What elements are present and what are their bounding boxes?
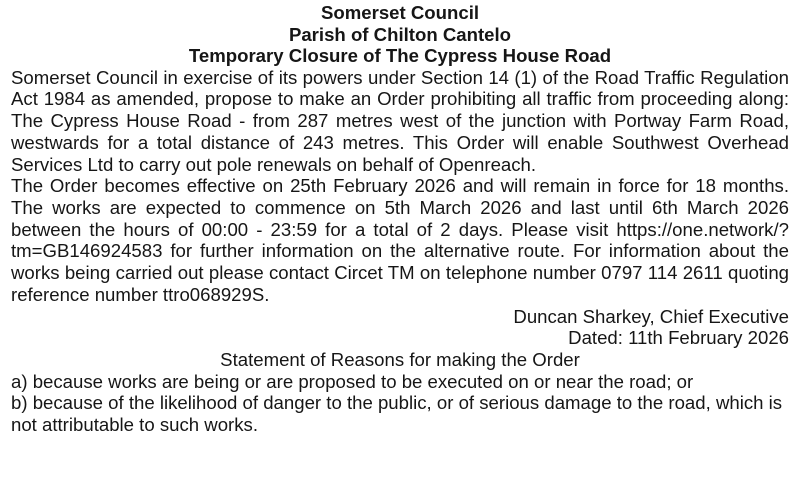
parish-name: Parish of Chilton Cantelo: [288, 23, 512, 45]
signatory: Duncan Sharkey, Chief Executive: [513, 305, 789, 327]
council-name: Somerset Council: [320, 2, 480, 23]
order-details-paragraph: The Order becomes effective on 25th February 2026 and will remain in force for 18 months. The works are expected to commence on 5th March 2026 and last until 6th March 2026 between the hours of 00:00 - 23:59 for a total of 2 days. Please visit https://one.network/?tm=GB146924583 for further information on the alternative route. For information about the works being carried out please contact Circet TM on telephone number 0797 114 2611 quoting reference number ttro068929S.: [11, 175, 789, 305]
reasons-heading: Statement of Reasons for making the Order: [220, 348, 580, 370]
reason-item-a: a) because works are being or are proposed to be executed on or near the road; or: [11, 370, 694, 392]
reason-item-b: b) because of the likelihood of danger to the public, or of serious damage to the road, which is not attributable to such works.: [11, 392, 783, 436]
date-line: Dated: 11th February 2026: [568, 327, 789, 349]
order-proposal-paragraph: Somerset Council in exercise of its powers under Section 14 (1) of the Road Traffic Regulation Act 1984 as amended, propose to make an Order prohibiting all traffic from proceeding along: The Cypress House Road - from 287 metres west of the junction with Portway Farm Road, westwards for a total distance of 243 metres. This Order will enable Southwest Overhead Services Ltd to carry out pole renewals on behalf of Openreach.: [11, 66, 789, 175]
notice-title: Temporary Closure of The Cypress House Road: [188, 45, 612, 67]
